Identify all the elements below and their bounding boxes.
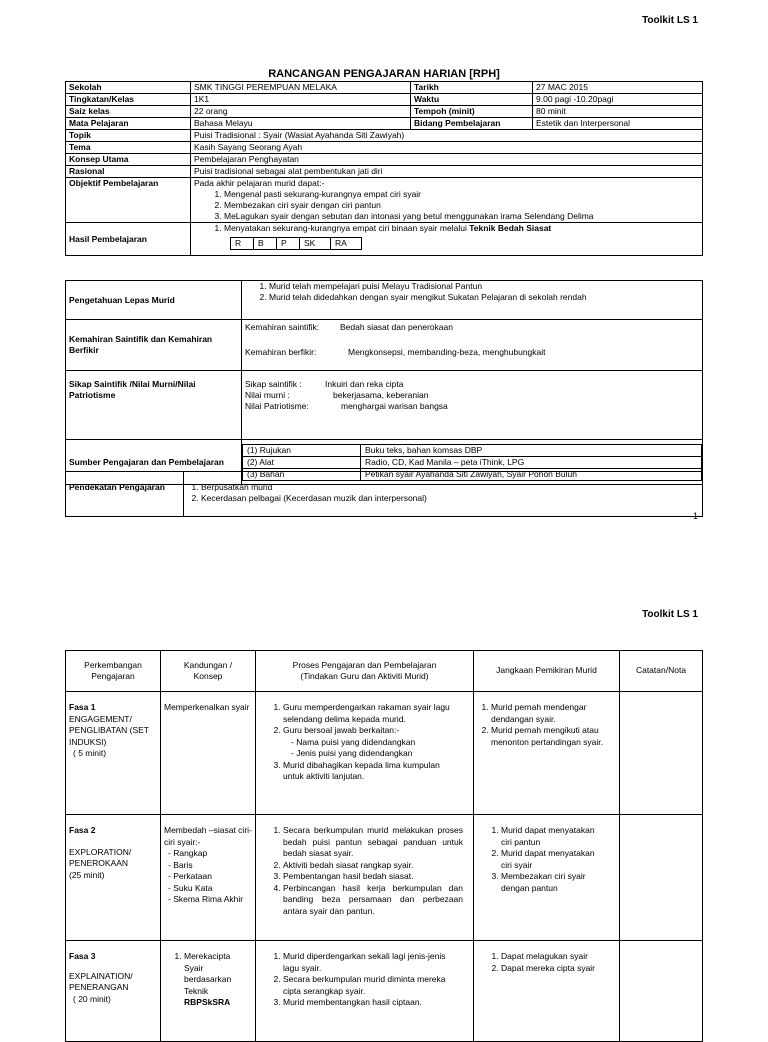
header-catatan: Catatan/Nota — [620, 651, 703, 692]
pendekatan-item: 2. Kecerdasan pelbagai (Kecerdasan muzik dan interpersonal) — [201, 493, 699, 504]
hasil-label: Hasil Pembelajaran — [66, 223, 191, 256]
objektif-cell — [191, 178, 703, 223]
fasa-time: ( 5 minit) — [73, 748, 107, 758]
proses-item: 3. Murid dibahagikan kepada lima kumpulan untuk aktiviti lanjutan. — [283, 760, 463, 783]
header-jangkaan: Jangkaan Pemikiran Murid — [474, 651, 620, 692]
code-cell: B — [254, 238, 277, 250]
fasa-2-cell — [66, 815, 161, 941]
sikap-row — [66, 371, 703, 440]
fasa-3-jangkaan — [474, 941, 620, 1042]
topik-label: Topik — [66, 130, 191, 142]
proses-item: 4. Perbincangan hasil kerja berkumpulan dan banding beza persamaan dan perbezaan antara syair dan pantun. — [283, 883, 463, 918]
page-number: 1 — [692, 511, 698, 521]
info-row — [66, 106, 703, 118]
topik-value: Puisi Tradisional : Syair (Wasiat Ayahanda Siti Zawiyah) — [191, 130, 703, 142]
page-2 — [0, 590, 768, 1024]
fasa-title: Fasa 1 — [69, 702, 96, 712]
fasa-time: (25 minit) — [69, 869, 105, 880]
toolkit-label: Toolkit LS 1 — [642, 609, 698, 620]
sumber-key: (3) Bahan — [243, 468, 361, 480]
kemahiran-berfikir-value: Mengkonsepsi, membanding-beza, menghubungkait — [348, 347, 546, 357]
sumber-key: (1) Rujukan — [243, 444, 361, 456]
rasional-label: Rasional — [66, 166, 191, 178]
info-label: Bidang Pembelajaran — [411, 118, 533, 130]
info-label: Tempoh (minit) — [411, 106, 533, 118]
proses-item-text: Guru bersoal jawab berkaitan:- — [283, 725, 400, 735]
konsep-row — [66, 154, 703, 166]
info-label: Mata Pelajaran — [66, 118, 191, 130]
jangkaan-item: 1. Murid dapat menyatakan ciri pantun — [501, 825, 598, 848]
lesson-process-table — [65, 650, 703, 1042]
konsep-intro: Membedah –siasat ciri-ciri syair:- — [164, 825, 252, 847]
info-value: Estetik dan Interpersonal — [533, 118, 703, 130]
jangkaan-item: 2. Dapat mereka cipta syair — [501, 963, 602, 975]
info-value: Bahasa Melayu — [191, 118, 411, 130]
fasa-name: EXPLORATION/ PENEROKAAN — [69, 846, 132, 868]
fasa-1-row — [66, 692, 703, 815]
info-label: Waktu — [411, 94, 533, 106]
fasa-2-catatan — [620, 815, 703, 941]
jangkaan-item: 1. Dapat melagukan syair — [501, 951, 602, 963]
topik-row — [66, 130, 703, 142]
objektif-row — [66, 178, 703, 223]
info-label: Sekolah — [66, 82, 191, 94]
fasa-1-catatan — [620, 692, 703, 815]
info-label: Tingkatan/Kelas — [66, 94, 191, 106]
sumber-value: Radio, CD, Kad Manila – peta iThink, LPG — [361, 456, 702, 468]
sikap-value: Inkuiri dan reka cipta — [325, 379, 404, 389]
header-kandungan: Kandungan / Konsep — [161, 651, 256, 692]
info-label: Saiz kelas — [66, 106, 191, 118]
info-value: 22 orang — [191, 106, 411, 118]
info-value: 1K1 — [191, 94, 411, 106]
proses-subitem: - Nama puisi yang didendangkan — [291, 737, 463, 749]
konsep-label: Konsep Utama — [66, 154, 191, 166]
sikap-key: Nilai Patriotisme: — [245, 401, 309, 411]
fasa-time: ( 20 minit) — [73, 993, 111, 1004]
proses-subitem: - Jenis puisi yang didendangkan — [291, 748, 463, 760]
proses-item: 1. Secara berkumpulan murid melakukan proses bedah puisi pantun sebagai panduan untuk bedah siasat syair. — [283, 825, 463, 860]
sikap-key: Sikap saintifik : — [245, 379, 302, 389]
code-cell: P — [277, 238, 300, 250]
tema-label: Tema — [66, 142, 191, 154]
info-value: SMK TINGGI PEREMPUAN MELAKA — [191, 82, 411, 94]
fasa-1-jangkaan — [474, 692, 620, 815]
konsep-item: - Rangkap — [168, 848, 252, 860]
hasil-item — [224, 223, 699, 234]
proses-item — [283, 725, 463, 760]
pengetahuan-item: 2. Murid telah didedahkan dengan syair mengikut Sukatan Pelajaran di sekolah rendah — [269, 292, 699, 303]
objektif-intro: Pada akhir pelajaran murid dapat:- — [194, 178, 325, 188]
fasa-1-proses — [256, 692, 474, 815]
code-cell: SK — [300, 238, 331, 250]
jangkaan-item: 3. Membezakan ciri syair dengan pantun — [501, 871, 598, 894]
toolkit-label: Toolkit LS 1 — [642, 15, 698, 26]
konsep-item: - Suku Kata — [168, 883, 252, 895]
konsep-item — [184, 951, 252, 1009]
pendekatan-label: Pendekatan Pengajaran — [66, 472, 184, 517]
info-row — [66, 82, 703, 94]
pengetahuan-item: 1. Murid telah mempelajari puisi Melayu Tradisional Pantun — [269, 281, 699, 292]
fasa-3-proses — [256, 941, 474, 1042]
sumber-key: (2) Alat — [243, 456, 361, 468]
kemahiran-row — [66, 320, 703, 371]
fasa-2-konsep — [161, 815, 256, 941]
info-row — [66, 118, 703, 130]
info-label: Tarikh — [411, 82, 533, 94]
rph-info-table — [65, 81, 703, 256]
konsep-item: - Perkataan — [168, 871, 252, 883]
pendekatan-item: 1. Berpusatkan murid — [201, 482, 699, 493]
code-cell: RA — [331, 238, 362, 250]
proses-item: 1. Guru memperdengarkan rakaman syair lagu selendang delima kepada murid. — [283, 702, 463, 725]
jangkaan-item: 2. Murid dapat menyatakan ciri syair — [501, 848, 598, 871]
fasa-3-konsep — [161, 941, 256, 1042]
konsep-item: - Skema Rima Akhir — [168, 894, 252, 906]
pengetahuan-cell — [242, 281, 703, 320]
proses-item: 2. Secara berkumpulan murid diminta mereka cipta serangkap syair. — [283, 974, 463, 997]
sikap-key: Nilai murni : — [245, 390, 290, 400]
sumber-item — [243, 456, 702, 468]
fasa-2-jangkaan — [474, 815, 620, 941]
fasa-3-catatan — [620, 941, 703, 1042]
info-value: 9.00 pagi -10.20pagi — [533, 94, 703, 106]
hasil-cell — [191, 223, 703, 256]
jangkaan-item: 1. Murid pernah mendengar dendangan syair. — [491, 702, 616, 725]
pendekatan-table — [65, 471, 703, 517]
kemahiran-label: Kemahiran Saintifik dan Kemahiran Berfikir — [66, 320, 242, 371]
konsep-item-text: Merekacipta Syair berdasarkan Teknik — [184, 951, 232, 996]
fasa-2-proses — [256, 815, 474, 941]
hasil-item-bold: Teknik Bedah Siasat — [469, 223, 552, 233]
header-proses: Proses Pengajaran dan Pembelajaran (Tindakan Guru dan Aktiviti Murid) — [256, 651, 474, 692]
rasional-value: Puisi tradisional sebagai alat pembentukan jati diri — [191, 166, 703, 178]
fasa-title: Fasa 2 — [69, 825, 96, 835]
code-cell: R — [231, 238, 254, 250]
sikap-cell — [242, 371, 703, 440]
jangkaan-item: 2. Murid pernah mengikuti atau menonton pertandingan syair. — [491, 725, 616, 748]
rph-detail-table — [65, 280, 703, 485]
pengetahuan-row — [66, 281, 703, 320]
kemahiran-berfikir-label: Kemahiran berfikir: — [245, 347, 317, 357]
hasil-row — [66, 223, 703, 256]
konsep-item: - Baris — [168, 860, 252, 872]
konsep-value: Pembelajaran Penghayatan — [191, 154, 703, 166]
tema-row — [66, 142, 703, 154]
info-value: 27 MAC 2015 — [533, 82, 703, 94]
pengetahuan-label: Pengetahuan Lepas Murid — [66, 281, 242, 320]
header-row — [66, 651, 703, 692]
info-value: 80 minit — [533, 106, 703, 118]
objektif-item: 1. Mengenal pasti sekurang-kurangnya empat ciri syair — [224, 189, 699, 200]
fasa-1-cell — [66, 692, 161, 815]
hasil-codes — [230, 237, 362, 250]
hasil-item-text: Menyatakan sekurang-kurangnya empat ciri binaan syair melalui — [224, 223, 470, 233]
pendekatan-cell — [184, 472, 703, 517]
sumber-item — [243, 444, 702, 456]
fasa-2-row — [66, 815, 703, 941]
proses-item: 2. Aktiviti bedah siasat rangkap syair. — [283, 860, 463, 872]
kemahiran-cell — [242, 320, 703, 371]
proses-item: 3. Murid membentangkan hasil ciptaan. — [283, 997, 463, 1009]
proses-item: 3. Pembentangan hasil bedah siasat. — [283, 871, 463, 883]
objektif-label: Objektif Pembelajaran — [66, 178, 191, 223]
header-perkembangan: Perkembangan Pengajaran — [66, 651, 161, 692]
rasional-row — [66, 166, 703, 178]
sikap-value: menghargai warisan bangsa — [341, 401, 448, 411]
fasa-title: Fasa 3 — [69, 951, 96, 961]
info-row — [66, 94, 703, 106]
sumber-value: Buku teks, bahan komsas DBP — [361, 444, 702, 456]
objektif-item: 3. MeLagukan syair dengan sebutan dan intonasi yang betul menggunakan irama Selendang Delima — [224, 211, 699, 222]
pendekatan-row — [66, 472, 703, 517]
sikap-value: bekerjasama, keberanian — [333, 390, 429, 400]
objektif-item: 2. Membezakan ciri syair dengan ciri pantun — [224, 200, 699, 211]
fasa-name: ENGAGEMENT/ PENGLIBATAN (SET INDUKSI) — [69, 713, 149, 747]
document-title: RANCANGAN PENGAJARAN HARIAN [RPH] — [268, 68, 500, 80]
proses-item: 1. Murid diperdengarkan sekali lagi jenis-jenis lagu syair. — [283, 951, 463, 974]
fasa-name: EXPLAINATION/ PENERANGAN — [69, 970, 133, 992]
sumber-value: Petikan syair Ayahanda Siti Zawiyah, Syair Pohon Buluh — [361, 468, 702, 480]
sumber-label: Sumber Pengajaran dan Pembelajaran — [66, 440, 242, 485]
sikap-label: Sikap Saintifik /Nilai Murni/Nilai Patriotisme — [66, 371, 242, 440]
fasa-3-cell — [66, 941, 161, 1042]
tema-value: Kasih Sayang Seorang Ayah — [191, 142, 703, 154]
fasa-3-row — [66, 941, 703, 1042]
kemahiran-saintifik-label: Kemahiran saintifik: — [245, 322, 320, 332]
fasa-1-konsep: Memperkenalkan syair — [161, 692, 256, 815]
konsep-item-bold: RBPSkSRA — [184, 997, 231, 1007]
kemahiran-saintifik-value: Bedah siasat dan penerokaan — [340, 322, 453, 332]
